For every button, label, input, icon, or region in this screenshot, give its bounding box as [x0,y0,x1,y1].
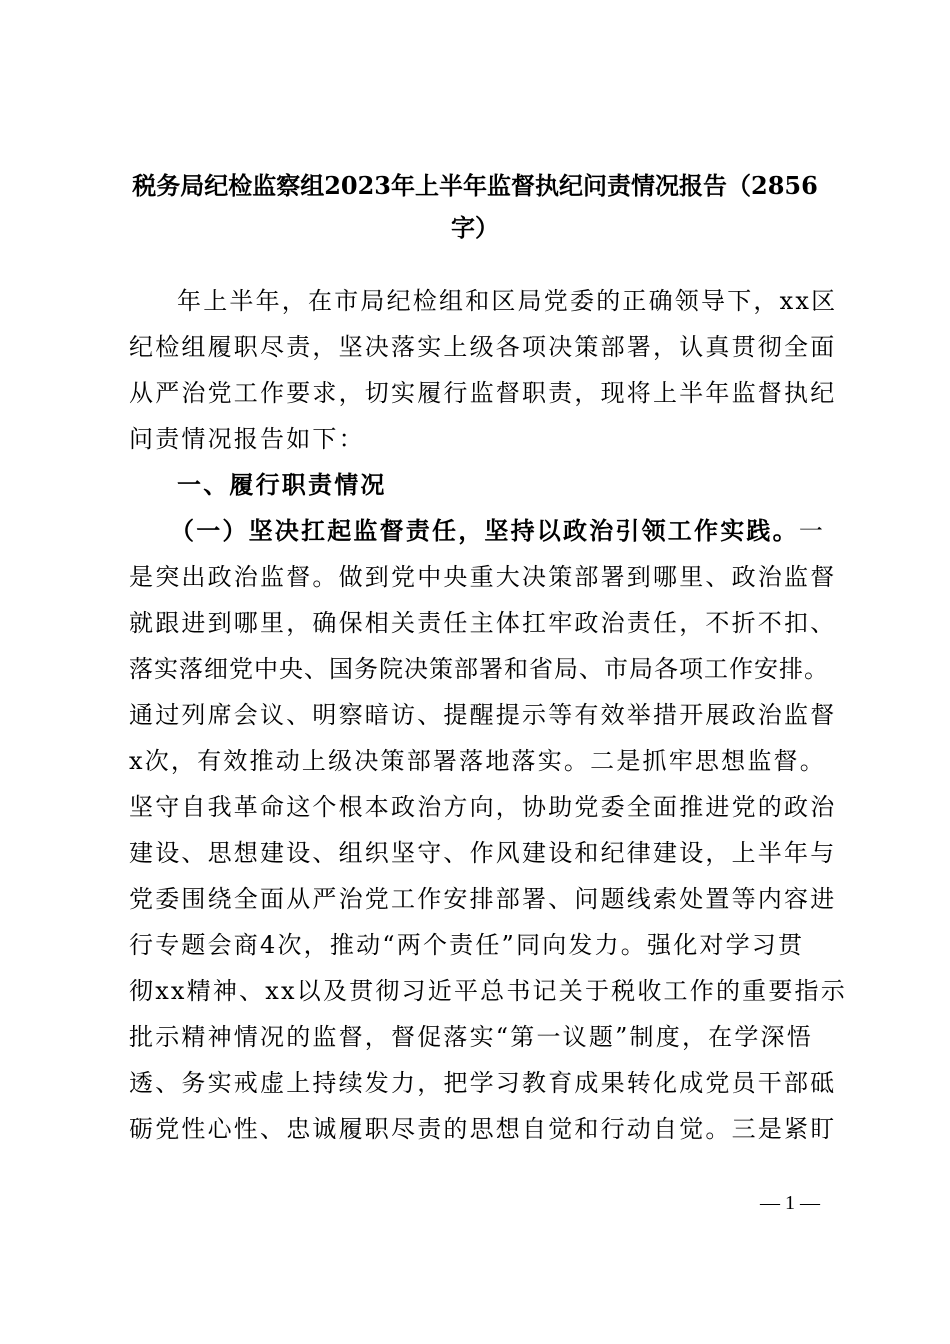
paragraph-line: x次，有效推动上级决策部署落地落实。二是抓牢思想监督。 [129,747,826,775]
paragraph-line: 批示精神情况的监督，督促落实“第一议题”制度，在学深悟 [129,1023,813,1051]
paragraph-line: 彻xx精神、xx以及贯彻习近平总书记关于税收工作的重要指示 [129,977,847,1005]
document-title: 税务局纪检监察组2023年上半年监督执纪问责情况报告（2856 [132,171,818,200]
paragraph-line: 问责情况报告如下： [129,425,365,453]
paragraph-line: 从严治党工作要求，切实履行监督职责，现将上半年监督执纪 [129,379,837,407]
section-heading: 一、履行职责情况 [177,470,387,499]
paragraph-line: 建设、思想建设、组织坚守、作风建设和纪律建设，上半年与 [129,839,837,867]
paragraph-line: 落实落细党中央、国务院决策部署和省局、市局各项工作安排。 [129,655,829,683]
sub-heading-line [170,516,860,546]
page-number: — 1 — [760,1192,820,1214]
sub-heading: （一）坚决扛起监督责任，坚持以政治引领工作实践。 [170,516,799,545]
paragraph-line: 年上半年，在市局纪检组和区局党委的正确领导下，xx区 [177,287,838,315]
paragraph-line: 纪检组履职尽责，坚决落实上级各项决策部署，认真贯彻全面 [129,333,837,361]
document-title-continued: 字） [451,213,499,242]
paragraph-line: 党委围绕全面从严治党工作安排部署、问题线索处置等内容进 [129,885,837,913]
paragraph-line: 透、务实戒虚上持续发力，把学习教育成果转化成党员干部砥 [129,1069,837,1097]
paragraph-line: 通过列席会议、明察暗访、提醒提示等有效举措开展政治监督 [129,701,837,729]
paragraph-line: 行专题会商4次，推动“两个责任”同向发力。强化对学习贯 [129,931,805,959]
paragraph-line: 就跟进到哪里，确保相关责任主体扛牢政治责任，不折不扣、 [129,609,837,637]
sub-heading-tail: 一 [798,517,826,545]
paragraph-line: 砺党性心性、忠诚履职尽责的思想自觉和行动自觉。三是紧盯 [129,1115,837,1143]
paragraph-line: 是突出政治监督。做到党中央重大决策部署到哪里、政治监督 [129,563,837,591]
paragraph-line: 坚守自我革命这个根本政治方向，协助党委全面推进党的政治 [129,793,837,821]
